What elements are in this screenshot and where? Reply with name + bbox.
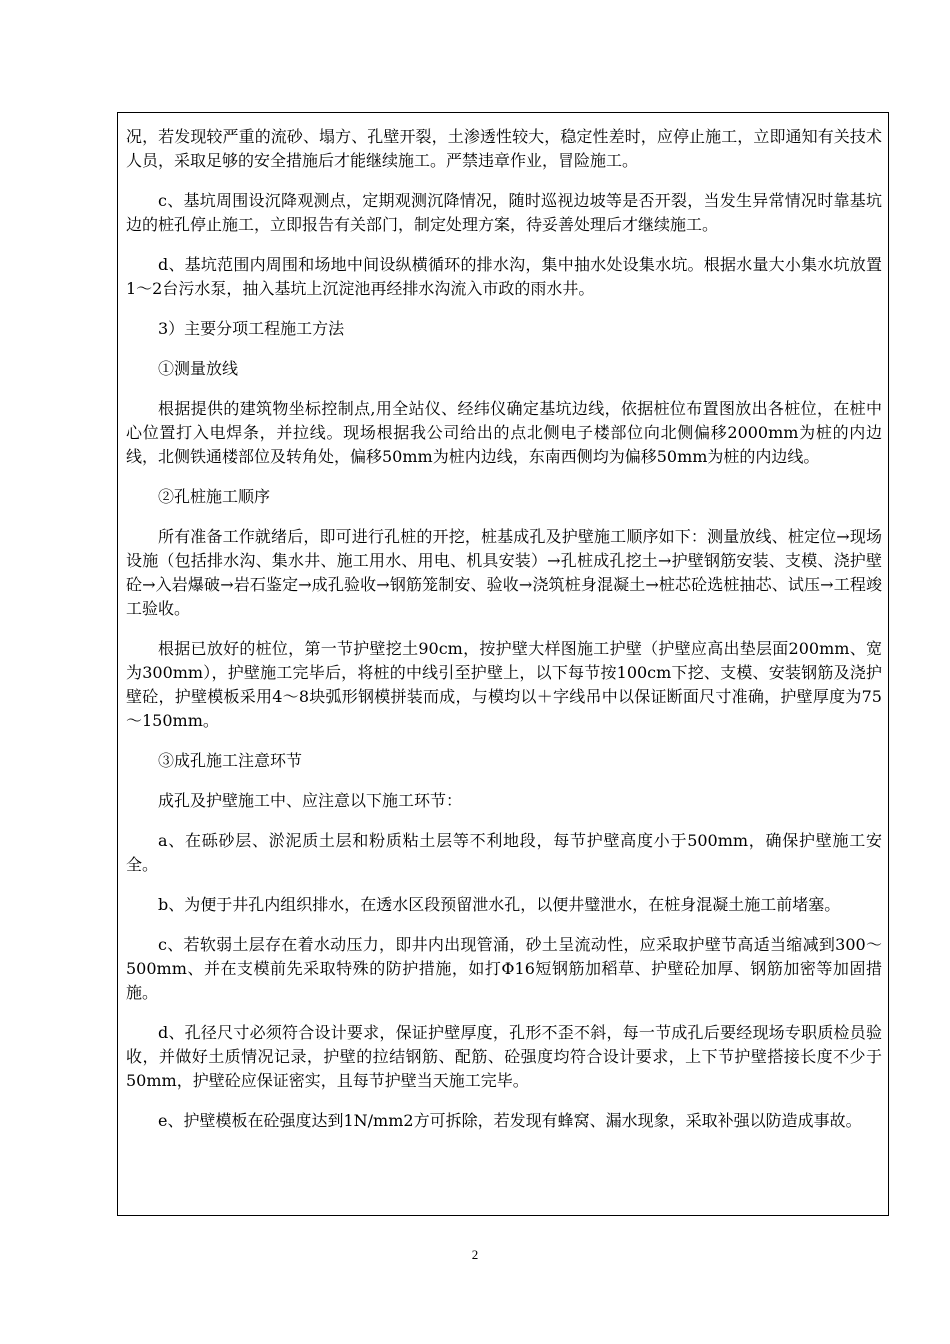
paragraph-notes-intro: 成孔及护壁施工中、应注意以下施工环节： (158, 791, 463, 810)
paragraph-item-c-settlement: c、基坑周围设沉降观测点，定期观测沉降情况，随时巡视边坡等是否开裂，当发生异常情况时靠基坑边的桩孔停止施工，立即报告有关部门，制定处理方案，待妥善处理后才继续施工。 (126, 191, 882, 234)
paragraph-item-c: c、若软弱土层存在着水动压力，即井内出现管涌，砂土呈流动性，应采取护壁节高适当缩减到300～500mm、并在支模前先采取特殊的防护措施，如打Φ16短钢筋加稻草、护壁砼加厚、钢筋加密等加固措施。 (126, 935, 882, 1002)
paragraph-item-d-drainage: d、基坑范围内周围和场地中间设纵横循环的排水沟，集中抽水处设集水坑。根据水量大小集水坑放置1～2台污水泵，抽入基坑上沉淀池再经排水沟流入市政的雨水井。 (126, 255, 882, 298)
paragraph-item-e: e、护壁模板在砼强度达到1N/mm2方可拆除，若发现有蜂窝、漏水现象，采取补强以防造成事故。 (158, 1111, 862, 1130)
paragraph-sequence: 所有准备工作就绪后，即可进行孔桩的开挖，桩基成孔及护壁施工顺序如下：测量放线、桩定位→现场设施（包括排水沟、集水井、施工用水、用电、机具安装）→孔桩成孔挖土→护壁钢筋安装、支模、浇护壁砼→入岩爆破→岩石鉴定→成孔验收→钢筋笼制安、验收→浇筑桩身混凝土→桩芯砼选桩抽芯、试压→工程竣工验收。 (126, 527, 882, 618)
paragraph-survey: 根据提供的建筑物坐标控制点,用全站仪、经纬仪确定基坑边线，依据桩位布置图放出各桩位，在桩中心位置打入电焊条，并拉线。现场根据我公司给出的点北侧电子楼部位向北侧偏移2000mm为桩的内边线，北侧铁通楼部位及转角处，偏移50mm为桩内边线，东南西侧均为偏移50mm为桩的内边线。 (126, 399, 882, 466)
paragraph-retaining-wall: 根据已放好的桩位，第一节护壁挖土90cm，按护壁大样图施工护壁（护壁应高出垫层面200mm、宽为300mm），护壁施工完毕后，将桩的中线引至护壁上，以下每节按100cm下挖、支模、安装钢筋及浇护壁砼，护壁模板采用4～8块弧形钢模拼装而成，与模均以＋字线吊中以保证断面尺寸准确，护壁厚度为75～150mm。 (126, 639, 882, 730)
paragraph-continuation: 况，若发现较严重的流砂、塌方、孔壁开裂，土渗透性较大，稳定性差时，应停止施工，立即通知有关技术人员，采取足够的安全措施后才能继续施工。严禁违章作业，冒险施工。 (126, 127, 882, 170)
page-number: 2 (471, 1247, 479, 1262)
subsection-heading-survey: ①测量放线 (158, 359, 239, 378)
section-heading-methods: 3）主要分项工程施工方法 (158, 319, 345, 338)
subsection-heading-notes: ③成孔施工注意环节 (158, 751, 303, 770)
subsection-heading-sequence: ②孔桩施工顺序 (158, 487, 271, 506)
paragraph-item-b: b、为便于井孔内组织排水，在透水区段预留泄水孔，以便井璧泄水，在桩身混凝土施工前堵塞。 (158, 895, 841, 914)
content-frame (117, 112, 889, 1216)
document-body (126, 125, 882, 1149)
paragraph-item-d: d、孔径尺寸必须符合设计要求，保证护壁厚度，孔形不歪不斜，每一节成孔后要经现场专职质检员验收，并做好土质情况记录，护壁的拉结钢筋、配筋、砼强度均符合设计要求，上下节护壁搭接长度不少于50mm，护壁砼应保证密实，且每节护壁当天施工完毕。 (126, 1023, 882, 1090)
paragraph-item-a: a、在砾砂层、淤泥质土层和粉质粘土层等不利地段，每节护壁高度小于500mm，确保护壁施工安全。 (126, 831, 882, 874)
